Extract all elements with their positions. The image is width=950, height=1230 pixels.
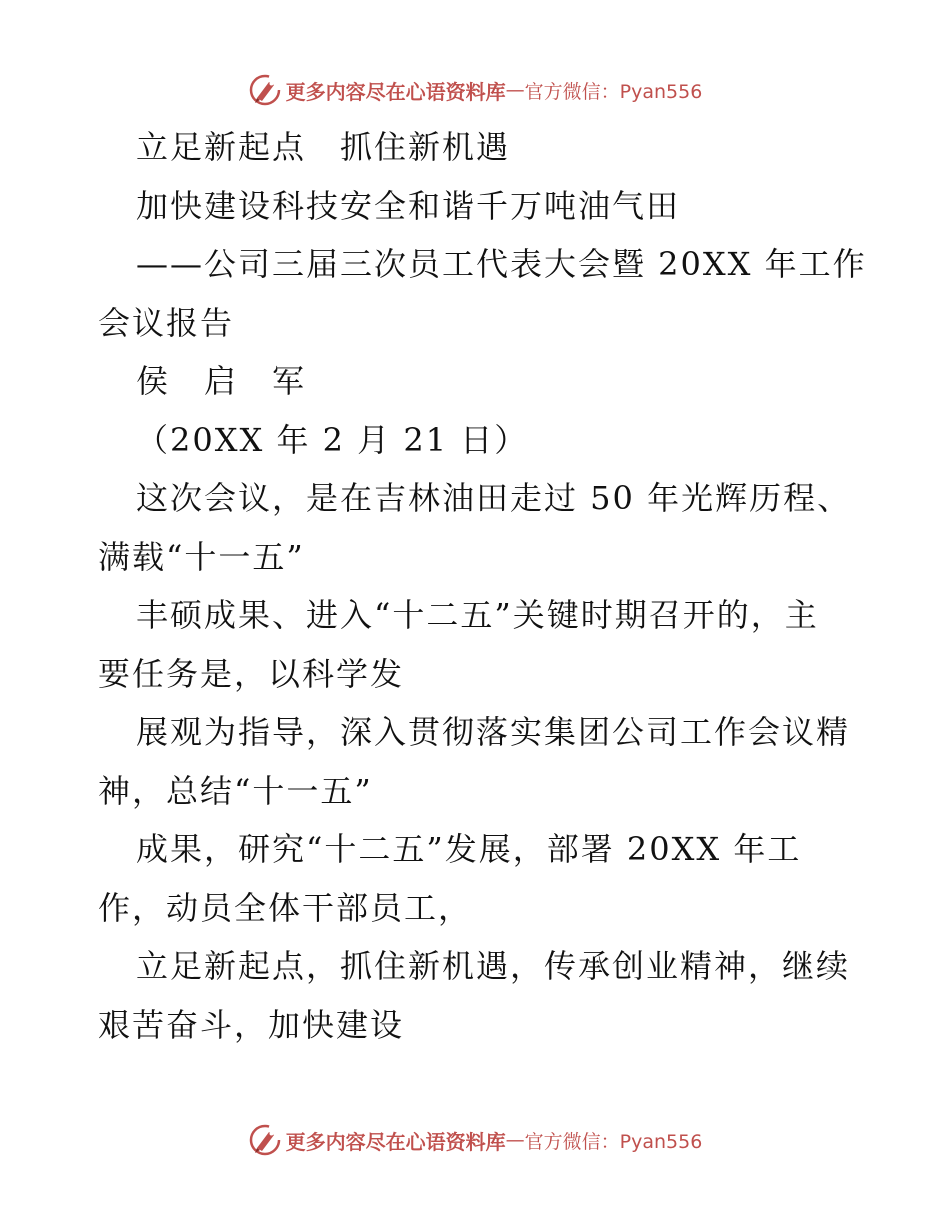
document-body: [98, 118, 867, 1054]
header-banner: [0, 70, 950, 110]
body-line: 侯 启 军: [136, 362, 307, 400]
pen-circle-logo-icon: [248, 1123, 282, 1157]
body-line: 成果，研究“十二五”发展，部署 20XX 年工: [136, 830, 802, 868]
body-line: 丰硕成果、进入“十二五”关键时期召开的，主: [136, 596, 819, 634]
header-dash: —: [505, 79, 525, 101]
body-line: 作，动员全体干部员工，: [98, 888, 473, 927]
body-line: 立足新起点，抓住新机遇，传承创业精神，继续: [136, 947, 851, 985]
body-line: 立足新起点 抓住新机遇: [136, 128, 511, 166]
pen-circle-logo-icon: [248, 73, 282, 107]
footer-dash: —: [505, 1129, 525, 1151]
body-line: 满载“十一五”: [98, 537, 305, 576]
footer-official-account: 官方微信：Pyan556: [524, 1130, 703, 1153]
header-official-account: 官方微信：Pyan556: [524, 80, 703, 103]
body-line: 这次会议，是在吉林油田走过 50 年光辉历程、: [136, 479, 852, 517]
body-line: ——公司三届三次员工代表大会暨 20XX 年工作: [136, 245, 867, 283]
body-line: 加快建设科技安全和谐千万吨油气田: [136, 186, 681, 225]
footer-brand-text: 更多内容尽在心语资料库: [285, 1129, 506, 1154]
body-line: 展观为指导，深入贯彻落实集团公司工作会议精: [136, 713, 851, 751]
footer-banner: [0, 1120, 950, 1160]
body-line: 要任务是，以科学发: [98, 654, 405, 693]
body-line: （20XX 年 2 月 21 日）: [136, 420, 529, 459]
body-line: 艰苦奋斗，加快建设: [98, 1005, 405, 1044]
body-line: 会议报告: [98, 303, 235, 342]
body-line: 神，总结“十一五”: [98, 771, 373, 810]
header-brand-text: 更多内容尽在心语资料库: [285, 79, 506, 104]
